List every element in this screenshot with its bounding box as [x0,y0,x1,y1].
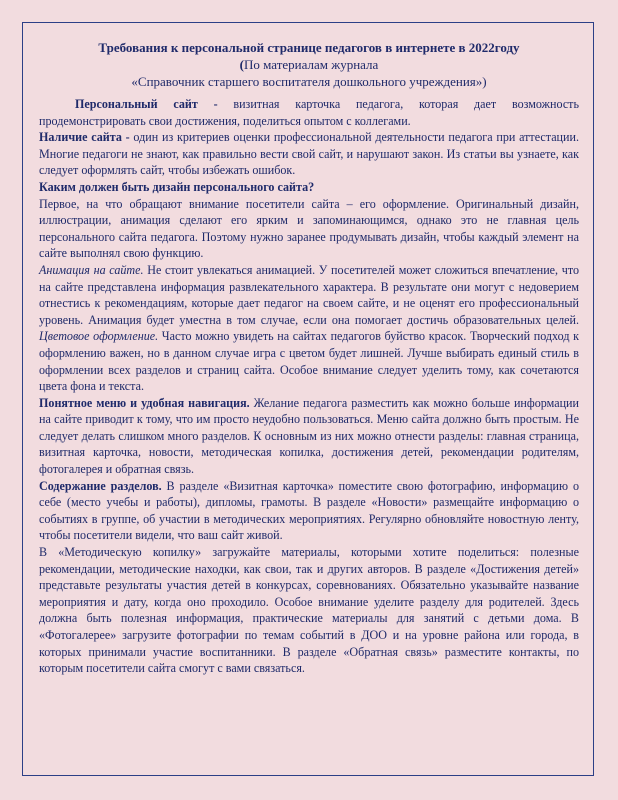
source-paren: ( [239,57,244,72]
paragraph-personal-site [39,96,579,129]
color-lead: Цветовое оформление. [39,329,159,344]
paragraph-navigation [39,395,579,478]
paragraph-design: Первое, на что обращают внимание посетители сайта – его оформление. Оригинальный дизайн, иллюстрации, анимация сделают его ярким и запоминающимся, однако это не главная цель персонального сайта педагога. Поэтому нужно заранее продумывать дизайн, чтобы каждый элемент на сайте выполнял свою функцию. [39,196,579,261]
source-line-1 [39,56,579,73]
source-line-2: «Справочник старшего воспитателя дошкольного учреждения») [131,74,487,89]
design-heading: Каким должен быть дизайн персонального сайта? [39,179,315,194]
document-title: Требования к персональной странице педагогов в интернете в 2022году [98,40,520,55]
document-body [39,96,579,677]
paragraph-content [39,478,579,544]
personal-site-text: визитная карточка педагога, которая дает возможность продемонстрировать свои достижения, поделиться опытом с коллегами. [39,97,579,128]
navigation-lead: Понятное меню и удобная навигация. [39,395,250,410]
document-header [39,39,579,90]
content-text: В разделе «Визитная карточка» поместите свою фотографию, информацию о себе (место учебы и работы), дипломы, грамоты. В разделе «Новости» размещайте информацию о событиях в группе, об участии в методических мероприятиях. Регулярно обновляйте новостную ленту, чтобы посетители видели, что ваш сайт живой. [39,478,579,543]
site-presence-lead: Наличие сайта - [39,130,134,145]
personal-site-lead: Персональный сайт - [75,97,234,111]
site-presence-text: один из критериев оценки профессиональной деятельности педагога при аттестации. Многие педагоги не знают, как правильно вести свой сайт, и нарушают закон. Из статьи вы узнаете, как следует оформлять сайт, чтобы избежать ошибок. [39,130,579,178]
paragraph-methodical: В «Методическую копилку» загружайте материалы, которыми хотите поделиться: полезные рекомендации, методические находки, как свои, так и других авторов. В разделе «Достижения детей» представьте результаты участия детей в конкурсах, соревнованиях. Обязательно указывайте название мероприятия и дату, когда оно проходило. Особое внимание уделите разделу для родителей. Здесь должна быть полезная информация, практические материалы для занятий с детьми дома. В «Фотогалерее» загрузите фотографии по темам событий в ДОО и на уровне района или города, в которых принимали участие воспитанники. В разделе «Обратная связь» разместите контакты, по которым посетители сайта смогут с вами связаться. [39,545,579,676]
animation-text: Не стоит увлекаться анимацией. У посетителей может сложиться впечатление, что на сайте представлена информация развлекательного характера. В результате они могут с недоверием отнестись к рекомендациям, которые дает педагог на своем сайте, и не оценят его профессиональный уровень. Анимация будет уместна в том случае, если она помогает достичь образовательных целей. [39,262,579,327]
paragraph-animation [39,262,579,395]
content-lead: Содержание разделов. [39,478,162,493]
paragraph-site-presence [39,129,579,179]
animation-lead: Анимация на сайте. [39,262,144,277]
document-page [22,22,594,776]
color-text: Часто можно увидеть на сайтах педагогов буйство красок. Творческий подход к оформлению важен, но в данном случае игра с цветом будет лишней. Лучше выбирать единый стиль в оформлении всех разделов и страниц сайта. Особое внимание следует уделить тому, как сочетаются цвета фона и текста. [39,329,579,394]
source-journal: По материалам журнала [244,57,379,72]
navigation-text: Желание педагога разместить как можно больше информации на сайте приводит к тому, что им просто неудобно пользоваться. Меню сайта должно быть простым. Не следует делать слишком много разделов. К основным из них можно отнести разделы: главная страница, визитная карточка, новости, методическая копилка, достижения детей, рекомендации родителям, фотогалерея и обратная связь. [39,395,580,477]
